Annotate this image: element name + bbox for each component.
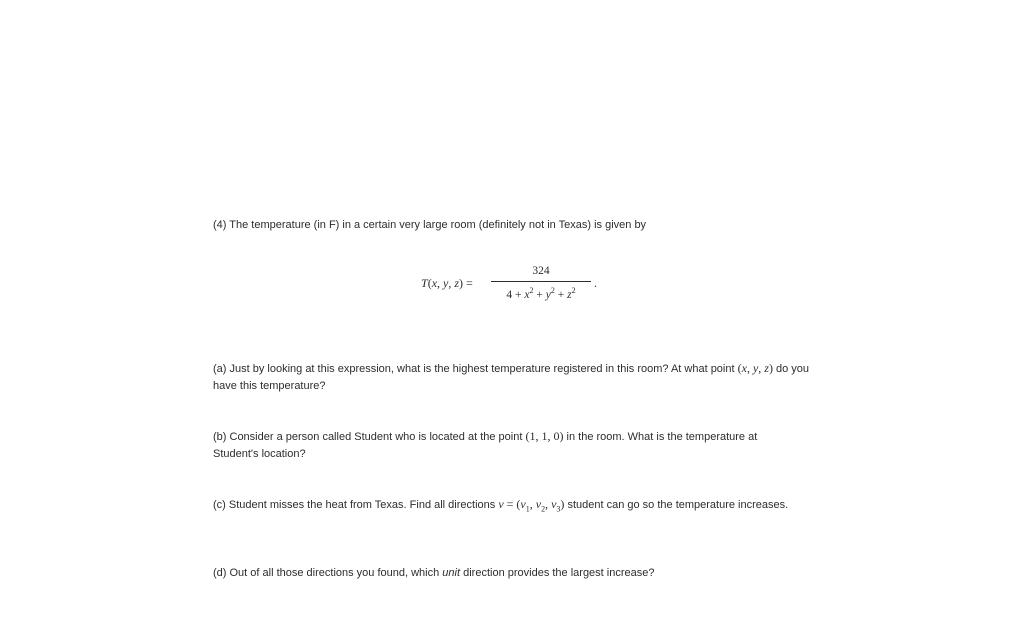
part-c-question: [213, 496, 793, 517]
part-a-math: (x, y, z): [737, 361, 773, 375]
problem-intro-text: (4) The temperature (in F) in a certain very large room (definitely not in Texas) is given by: [213, 219, 647, 231]
part-a-question: [213, 360, 813, 395]
part-d-question: [213, 565, 813, 582]
part-d-text-1: (d) Out of all those directions you found, which: [213, 567, 443, 579]
part-c-text-2: student can go so the temperature increases.: [564, 499, 789, 511]
part-b-question: [213, 428, 793, 463]
part-d-emphasis: unit: [442, 567, 461, 579]
problem-intro: [213, 217, 813, 234]
part-c-text-1: (c) Student misses the heat from Texas. Find all directions: [213, 499, 499, 511]
formula-lhs: T(x, y, z) =: [421, 276, 473, 290]
formula-denominator: $4 + x^2 + y^2 + z^2$: [506, 286, 576, 301]
part-a-text-1: (a) Just by looking at this expression, what is the highest temperature registered in this room? At what point: [213, 363, 738, 375]
part-c-math: $v = (v_1$, $v_2$, $v_3$): [498, 497, 565, 514]
formula-period: .: [594, 276, 597, 290]
formula-numerator: 324: [532, 265, 550, 277]
part-b-text-2: in the room. What is the temperature at Student's location?: [213, 431, 758, 460]
part-b-text-1: (b) Consider a person called Student who is located at the point: [213, 431, 526, 443]
part-d-text-2: direction provides the largest increase?: [460, 567, 655, 579]
formula-fraction: [491, 263, 591, 302]
fraction-bar: [491, 281, 591, 282]
part-b-math: (1, 1, 0): [525, 429, 564, 443]
part-a-text-2: do you have this temperature?: [213, 363, 810, 392]
